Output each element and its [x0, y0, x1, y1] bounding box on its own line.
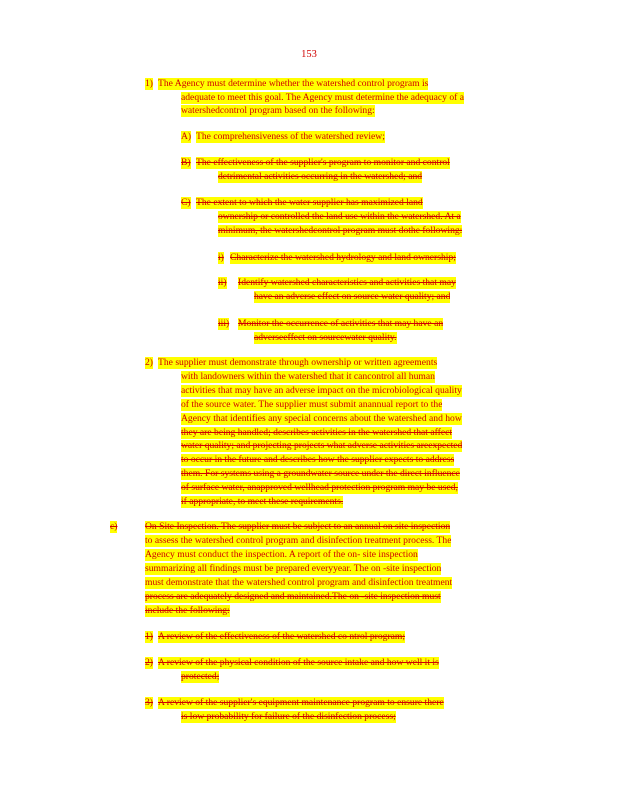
item-marker: A): [181, 131, 192, 142]
item-marker: ii): [218, 277, 227, 288]
text-line: activities that may have an adverse impact on the microbiological quality: [181, 385, 462, 396]
text-line: Identify watershed characteristics and activities that may: [238, 277, 456, 288]
item-marker: 1): [145, 631, 153, 642]
text-line: On Site Inspection. The supplier must be subject to an annual on site inspection: [145, 521, 451, 532]
item-marker: 2): [145, 657, 153, 668]
text-line: to assess the watershed control program and disinfection treatment process. The: [145, 535, 452, 546]
text-line: with landowners within the watershed that it cancontrol all human: [181, 371, 435, 382]
text-line: ownership or controlled the land use within the watershed. At a: [218, 211, 461, 222]
item-marker: 3): [145, 697, 153, 708]
text-line: detrimental activities occurring in the watershed; and: [218, 171, 423, 182]
text-line: The comprehensiveness of the watershed review;: [196, 131, 385, 142]
text-line: A review of the supplier's equipment maintenance program to ensure there: [158, 697, 444, 708]
text-line: adequate to meet this goal. The Agency must determine the adequacy of a: [181, 92, 465, 103]
text-line: water quality; and projecting projects what adverse activities areexpected: [181, 440, 463, 451]
item-marker: B): [181, 157, 191, 168]
item-marker: i): [218, 252, 224, 263]
text-line: must demonstrate that the watershed control program and disinfection treatment: [145, 577, 453, 588]
text-line: watershedcontrol program based on the following:: [181, 105, 375, 116]
text-line: minimum, the watershedcontrol program must dothe following:: [218, 225, 463, 236]
text-line: Agency must conduct the inspection. A report of the on- site inspection: [145, 549, 418, 560]
text-line: The extent to which the water supplier has maximized land: [196, 197, 423, 208]
item-marker: iii): [218, 318, 230, 329]
text-line: adverseeffect on sourcewater quality.: [254, 332, 397, 343]
text-line: is low probability for failure of the disinfection process;: [181, 711, 396, 722]
text-line: process are adequately designed and maintained.The on -site inspection must: [145, 591, 441, 602]
text-line: The Agency must determine whether the watershed control program is: [158, 78, 429, 89]
item-marker: c): [110, 521, 118, 532]
text-line: of surface water, anapproved wellhead protection program may be used,: [181, 482, 458, 493]
text-line: The effectiveness of the supplier's program to monitor and control: [196, 157, 450, 168]
text-line: include the following:: [145, 605, 230, 616]
text-line: Agency that identifies any special concerns about the watershed and how: [181, 413, 462, 424]
text-line: of the source water. The supplier must submit anannual report to the: [181, 399, 443, 410]
text-line: they are being handled; describes activities in the watershed that affect: [181, 427, 453, 438]
text-line: if appropriate, to meet these requirements.: [181, 496, 344, 507]
text-line: them. For systems using a groundwater source under the direct influence: [181, 468, 460, 479]
text-line: A review of the physical condition of the source intake and how well it is: [158, 657, 439, 668]
item-marker: 2): [145, 357, 153, 368]
text-line: The supplier must demonstrate through ownership or written agreements: [158, 357, 438, 368]
text-line: have an adverse effect on source water quality; and: [254, 291, 451, 302]
item-marker: C): [181, 197, 191, 208]
text-line: Monitor the occurrence of activities that may have an: [238, 318, 444, 329]
page-number: 153: [301, 49, 317, 60]
text-line: A review of the effectiveness of the watershed co ntrol program;: [158, 631, 406, 642]
text-line: Characterize the watershed hydrology and land ownership;: [230, 252, 456, 263]
item-marker: 1): [145, 78, 153, 89]
text-line: summarizing all findings must be prepared everyyear. The on -site inspection: [145, 563, 442, 574]
text-line: to occur in the future and describes how the supplier expects to address: [181, 454, 455, 465]
text-line: protected;: [181, 671, 220, 682]
